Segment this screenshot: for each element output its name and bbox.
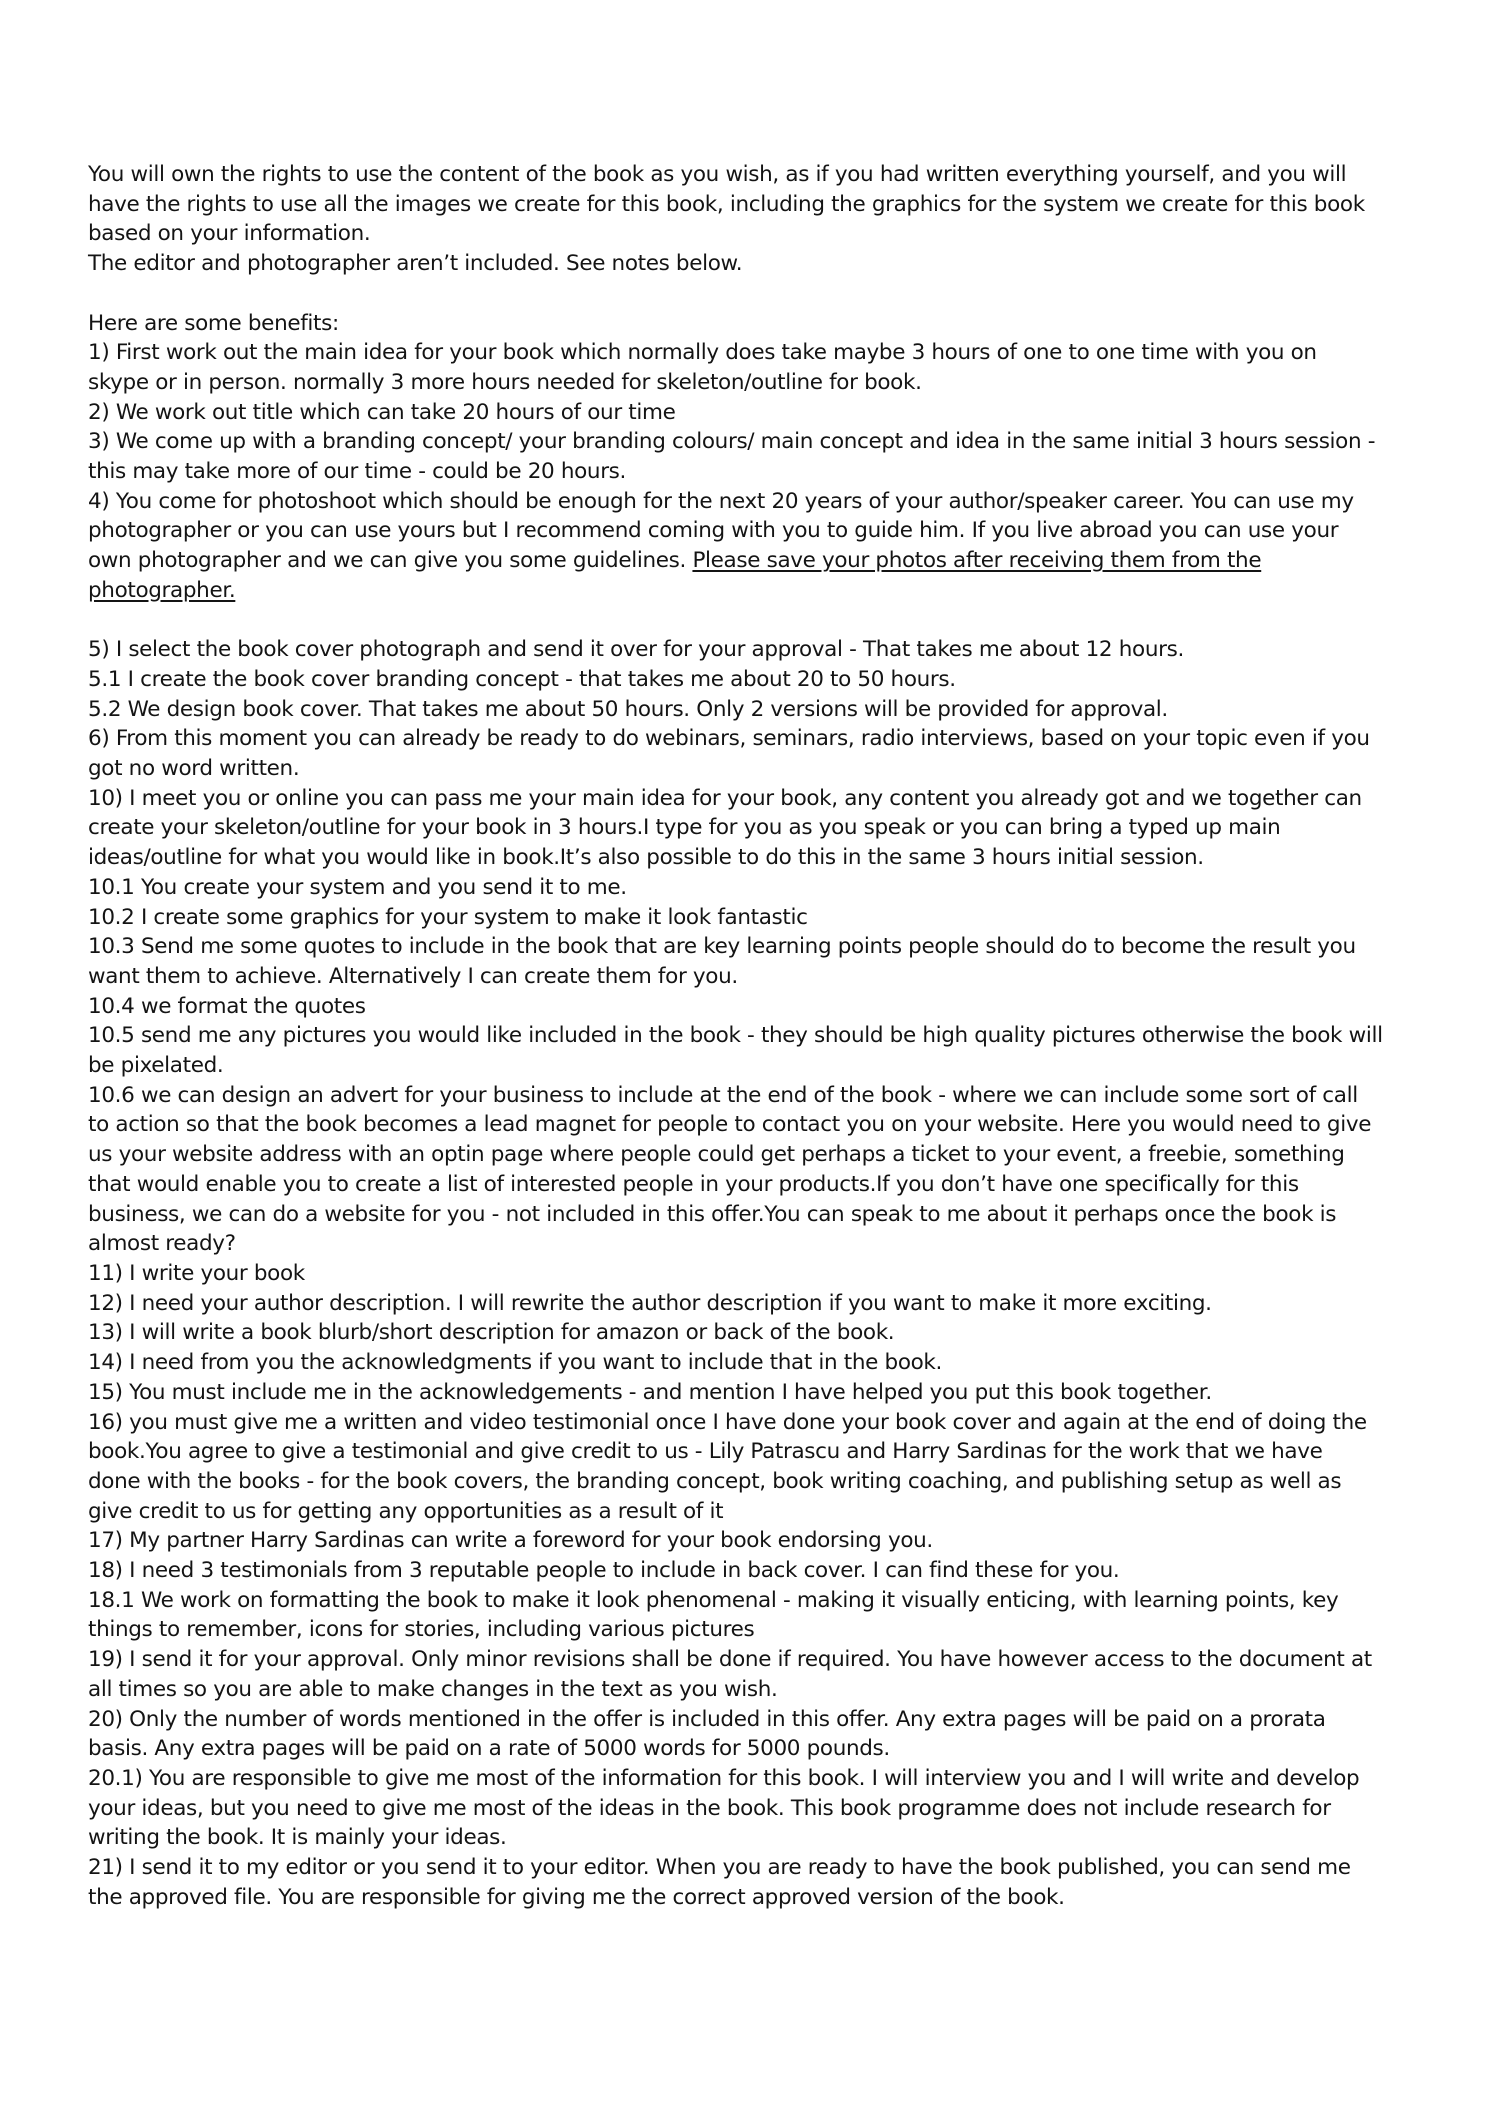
benefit-line	[88, 546, 1448, 576]
benefit-line: the approved file. You are responsible for giving me the correct approved version of the book.	[88, 1884, 1065, 1910]
benefit-line: photographer or you can use yours but I recommend coming with you to guide him. If you live abroad you can use your	[88, 518, 1339, 544]
save-photos-note: Please save your photos after receiving them from the	[692, 548, 1262, 574]
benefit-line: 11) I write your book	[88, 1260, 305, 1286]
intro-line: have the rights to use all the images we create for this book, including the graphics for the system we create for this book	[88, 191, 1365, 217]
intro-line: The editor and photographer aren’t included. See notes below.	[88, 251, 743, 277]
benefit-line: 2) We work out title which can take 20 hours of our time	[88, 399, 676, 425]
benefit-line: 18.1 We work on formatting the book to make it look phenomenal - making it visually enticing, with learning points, key	[88, 1587, 1339, 1613]
benefit-line: 10.2 I create some graphics for your system to make it look fantastic	[88, 904, 808, 930]
benefit-line: done with the books - for the book covers, the branding concept, book writing coaching, and publishing setup as well as	[88, 1468, 1342, 1494]
benefit-line: create your skeleton/outline for your book in 3 hours.I type for you as you speak or you can bring a typed up main	[88, 815, 1281, 841]
benefit-line: 14) I need from you the acknowledgments if you want to include that in the book.	[88, 1350, 943, 1376]
benefit-line: give credit to us for getting any opportunities as a result of it	[88, 1498, 724, 1524]
benefit-line: things to remember, icons for stories, including various pictures	[88, 1617, 755, 1643]
benefit-line: 4) You come for photoshoot which should be enough for the next 20 years of your author/speaker career. You can use my	[88, 488, 1354, 514]
benefit-line: almost ready?	[88, 1231, 236, 1257]
benefit-line: 10) I meet you or online you can pass me your main idea for your book, any content you already got and we together can	[88, 785, 1362, 811]
spacer	[88, 606, 1448, 636]
benefit-line: 10.3 Send me some quotes to include in the book that are key learning points people should do to become the result you	[88, 934, 1356, 960]
benefit-line: 5.1 I create the book cover branding concept - that takes me about 20 to 50 hours.	[88, 666, 956, 692]
benefit-line: 12) I need your author description. I will rewrite the author description if you want to make it more exciting.	[88, 1290, 1212, 1316]
benefit-line: 1) First work out the main idea for your book which normally does take maybe 3 hours of one to one time with you on	[88, 340, 1317, 366]
benefits-heading: Here are some benefits:	[88, 310, 339, 336]
benefit-line: 10.4 we format the quotes	[88, 993, 366, 1019]
benefit-line: 20) Only the number of words mentioned in the offer is included in this offer. Any extra pages will be paid on a prorata	[88, 1706, 1326, 1732]
intro-paragraph	[88, 160, 1448, 279]
benefit-line: 20.1) You are responsible to give me most of the information for this book. I will interview you and I will write and develop	[88, 1765, 1360, 1791]
benefit-line: 13) I will write a book blurb/short description for amazon or back of the book.	[88, 1320, 895, 1346]
intro-line: based on your information.	[88, 221, 371, 247]
benefit-line: 19) I send it for your approval. Only minor revisions shall be done if required. You have however access to the document at	[88, 1647, 1372, 1673]
benefit-line: 15) You must include me in the acknowledgements - and mention I have helped you put this book together.	[88, 1379, 1212, 1405]
benefit-line: 16) you must give me a written and video testimonial once I have done your book cover and again at the end of doing the	[88, 1409, 1367, 1435]
benefit-line: business, we can do a website for you - not included in this offer.You can speak to me about it perhaps once the book is	[88, 1201, 1337, 1227]
benefit-line: 17) My partner Harry Sardinas can write a foreword for your book endorsing you.	[88, 1528, 933, 1554]
benefit-line: writing the book. It is mainly your ideas.	[88, 1825, 507, 1851]
benefit-line: basis. Any extra pages will be paid on a rate of 5000 words for 5000 pounds.	[88, 1736, 890, 1762]
intro-line: You will own the rights to use the content of the book as you wish, as if you had written everything yourself, and you will	[88, 162, 1347, 187]
benefit-line: want them to achieve. Alternatively I can create them for you.	[88, 963, 738, 989]
benefit-line: that would enable you to create a list of interested people in your products.If you don’t have one specifically for this	[88, 1171, 1299, 1197]
benefit-line: 10.1 You create your system and you send it to me.	[88, 874, 627, 900]
save-photos-note-end: photographer.	[88, 577, 236, 603]
benefit-text: own photographer and we can give you some guidelines.	[88, 548, 693, 574]
benefits-list-part-2	[88, 635, 1448, 1912]
benefit-line: all times so you are able to make changes in the text as you wish.	[88, 1676, 778, 1702]
benefit-line: 21) I send it to my editor or you send it to your editor. When you are ready to have the book published, you can send me	[88, 1855, 1351, 1881]
benefit-line: got no word written.	[88, 756, 300, 782]
benefit-line: this may take more of our time - could be 20 hours.	[88, 459, 627, 485]
benefit-line: be pixelated.	[88, 1053, 224, 1079]
benefit-line: ideas/outline for what you would like in book.It’s also possible to do this in the same 3 hours initial session.	[88, 845, 1204, 871]
spacer	[88, 279, 1448, 309]
benefit-line: 3) We come up with a branding concept/ your branding colours/ main concept and idea in the same initial 3 hours session -	[88, 429, 1376, 455]
benefit-line: to action so that the book becomes a lead magnet for people to contact you on your website. Here you would need to give	[88, 1112, 1372, 1138]
benefit-line: us your website address with an optin page where people could get perhaps a ticket to your event, a freebie, something	[88, 1142, 1345, 1168]
benefit-line: 18) I need 3 testimonials from 3 reputable people to include in back cover. I can find these for you.	[88, 1558, 1120, 1584]
document-page	[88, 160, 1448, 1912]
benefit-line: 10.5 send me any pictures you would like included in the book - they should be high quality pictures otherwise the book will	[88, 1023, 1383, 1049]
benefit-line: 6) From this moment you can already be ready to do webinars, seminars, radio interviews, based on your topic even if you	[88, 726, 1370, 752]
benefit-line: 5) I select the book cover photograph and send it over for your approval - That takes me about 12 hours.	[88, 637, 1184, 663]
benefit-line: skype or in person. normally 3 more hours needed for skeleton/outline for book.	[88, 369, 922, 395]
benefit-line: book.You agree to give a testimonial and give credit to us - Lily Patrascu and Harry Sardinas for the work that we have	[88, 1439, 1323, 1465]
benefits-list-part-1	[88, 338, 1448, 546]
benefit-line: 5.2 We design book cover. That takes me about 50 hours. Only 2 versions will be provided for approval.	[88, 696, 1168, 722]
benefit-line: 10.6 we can design an advert for your business to include at the end of the book - where we can include some sort of call	[88, 1082, 1358, 1108]
benefit-line: your ideas, but you need to give me most of the ideas in the book. This book programme does not include research for	[88, 1795, 1331, 1821]
